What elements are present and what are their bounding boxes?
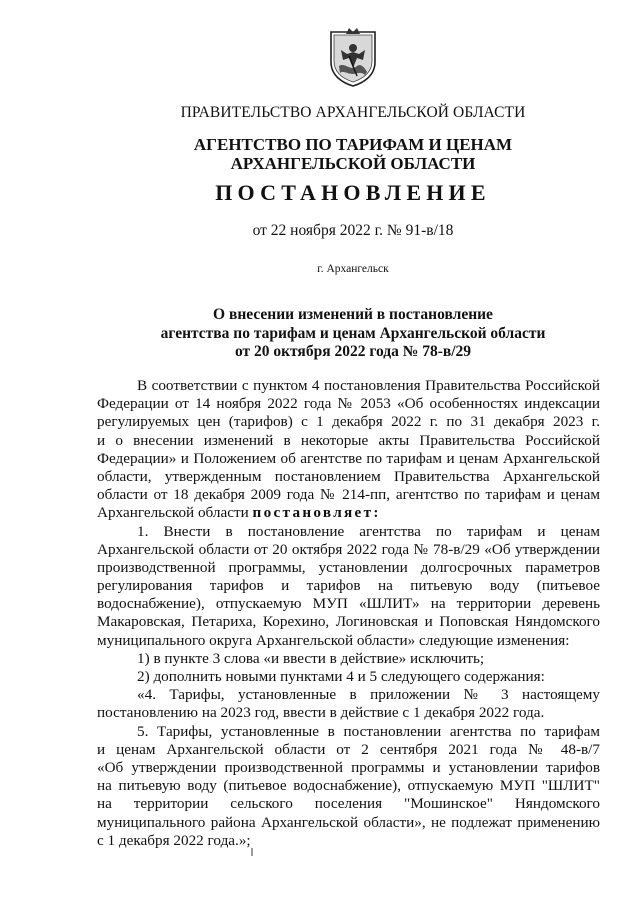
body-line: 1. Внести в постановление агентства по тарифам и ценам — [137, 522, 600, 540]
body-line: регулирования тарифов и тарифов на питьевую воду (питьевое — [97, 577, 600, 595]
subject-line: агентства по тарифам и ценам Архангельской области — [160, 324, 546, 342]
date-and-number: от 22 ноября 2022 г. № 91-в/18 — [252, 222, 454, 239]
government-header: ПРАВИТЕЛЬСТВО АРХАНГЕЛЬСКОЙ ОБЛАСТИ — [180, 104, 526, 121]
resolves-word: постановляет: — [252, 504, 381, 522]
document-type-title: ПОСТАНОВЛЕНИЕ — [215, 180, 491, 205]
body-line: муниципального округа Архангельской области» следующие изменения: — [97, 631, 570, 649]
body-line: области от 18 декабря 2009 года № 214-пп, агентство по тарифам и ценам — [97, 486, 600, 504]
body-line: муниципального района Архангельской области», не подлежат применению — [97, 813, 600, 831]
agency-name-line-2: АРХАНГЕЛЬСКОЙ ОБЛАСТИ — [230, 154, 476, 173]
body-line: Макаровская, Петариха, Корехино, Логиновская и Поповская Няндомского — [97, 613, 600, 631]
body-line: регулируемых цен (тарифов) с 1 декабря 2022 г. по 31 декабря 2023 г. — [97, 413, 600, 431]
body-line: и ценам Архангельской области от 2 сентября 2021 года № 48-в/7 — [97, 740, 600, 758]
body-line: «4. Тарифы, установленные в приложении № 3 настоящему — [137, 686, 600, 704]
body-line: «Об утверждении производственной программы и установлении тарифов — [97, 758, 600, 776]
document-body — [97, 377, 600, 850]
body-line: Федерации от 14 ноября 2022 года № 2053 «Об особенностях индексации — [97, 395, 600, 413]
body-line: 5. Тарифы, установленные в постановлении агентства по тарифам — [137, 722, 600, 740]
body-line-text: Архангельской области — [97, 504, 253, 522]
body-line: Архангельской области от 20 октября 2022 года № 78-в/29 «Об утверждении — [97, 540, 600, 558]
body-line: производственной программы, установлении долгосрочных параметров — [97, 558, 600, 576]
coat-of-arms-emblem — [327, 28, 379, 88]
body-line: с 1 декабря 2022 года.»; — [97, 831, 251, 849]
body-line: на территории сельского поселения "Мошинское" Няндомского — [97, 795, 600, 813]
scan-mark — [251, 848, 253, 856]
body-line: и о внесении изменений в некоторые акты Правительства Российской — [97, 431, 600, 449]
subject-line: О внесении изменений в постановление — [213, 306, 493, 323]
agency-name — [0, 135, 640, 173]
body-line: области, утвержденным постановлением Правительства Архангельской — [97, 467, 600, 485]
body-line: на питьевую воду (питьевое водоснабжение), отпускаемую МУП "ШЛИТ" — [97, 777, 600, 795]
body-line: 2) дополнить новыми пунктами 4 и 5 следующего содержания: — [137, 668, 545, 685]
body-line: водоснабжение), отпускаемую МУП «ШЛИТ» на территории деревень — [97, 595, 600, 613]
body-line: Федерации» и Положением об агентстве по тарифам и ценам Архангельской — [97, 449, 600, 467]
body-line: 1) в пункте 3 слова «и ввести в действие» исключить; — [137, 649, 485, 667]
body-line: постановлению на 2023 год, ввести в действие с 1 декабря 2022 года. — [97, 704, 545, 722]
body-line: В соответствии с пунктом 4 постановления Правительства Российской — [137, 377, 600, 394]
document-subject — [0, 306, 640, 362]
city-name: г. Архангельск — [317, 263, 389, 275]
agency-name-line-1: АГЕНТСТВО ПО ТАРИФАМ И ЦЕНАМ — [193, 135, 513, 154]
body-line-resolves — [97, 504, 600, 522]
subject-line: от 20 октября 2022 года № 78-в/29 — [234, 343, 472, 360]
